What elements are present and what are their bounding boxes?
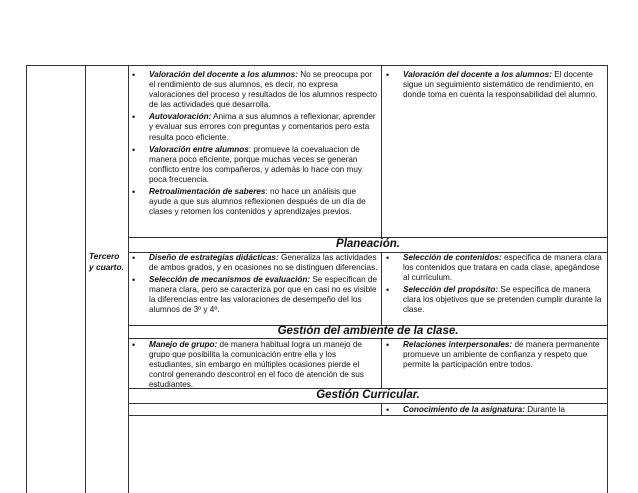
grade-row-label — [89, 251, 124, 273]
grade-label-line: Tercero — [89, 251, 120, 261]
criteria-list — [382, 70, 604, 100]
criterion-item — [128, 187, 378, 217]
criterion-description: No se preocupa por el rendimiento de sus alumnos, es decir, no expresa valoraciones del proceso y resultados de los alumnos respecto de las actividades que desarrolla. — [149, 70, 378, 110]
bullet-icon: • — [132, 70, 136, 80]
section-heading-planeacion: Planeación. — [336, 238, 400, 250]
row-divider — [128, 403, 608, 404]
table-border-right — [607, 65, 608, 493]
criterion-item — [128, 253, 378, 273]
bullet-icon: • — [132, 187, 136, 198]
criteria-list — [128, 70, 378, 217]
bullet-icon: • — [386, 70, 390, 80]
table-border-label-left — [85, 65, 86, 493]
bullet-icon: • — [132, 275, 136, 286]
bullet-icon: • — [132, 340, 136, 350]
table-border-top — [26, 65, 608, 66]
criterion-term: Conocimiento de la asignatura: — [403, 405, 525, 414]
gestion-ambiente-right-cell — [382, 340, 604, 372]
criterion-item — [382, 285, 604, 315]
criteria-list — [128, 340, 378, 390]
criterion-term: Selección de mecanismos de evaluación: — [149, 275, 311, 285]
bullet-icon: • — [132, 112, 136, 123]
criterion-description: de manera habitual logra un manejo de grupo que posibilita la comunicación entre ella y los estudiantes, sin embargo en múltiples ocasiones pierde el control generando descontrol en el foco de atención de sus estudiantes. — [149, 340, 364, 390]
bullet-icon: • — [386, 340, 390, 350]
criterion-term: Selección del propósito: — [403, 285, 499, 295]
section-heading-gestion-curricular: Gestión Curricular. — [316, 389, 420, 401]
criteria-list — [382, 340, 604, 370]
criterion-term: Valoración entre alumnos — [149, 144, 249, 154]
bullet-icon: • — [386, 405, 390, 415]
table-border-left — [26, 65, 27, 493]
criterion-description: especifica de manera clara los contenidos que tratara en cada clase, apegándose al currículum. — [403, 253, 602, 283]
planeacion-right-cell — [382, 253, 604, 318]
bullet-icon: • — [386, 253, 390, 263]
criterion-term: Relaciones interpersonales: — [403, 340, 513, 349]
criterion-term: Valoración del docente a los alumnos: — [149, 70, 298, 79]
criterion-term: Retroalimentación de saberes — [149, 187, 266, 197]
criterion-term: Valoración del docente a los alumnos: — [403, 70, 552, 79]
criterion-item — [128, 340, 378, 390]
gestion-ambiente-left-cell — [128, 340, 378, 392]
criterion-item — [128, 70, 378, 110]
evaluacion-right-cell — [382, 70, 604, 102]
bullet-icon: • — [132, 253, 136, 263]
criterion-description: Generaliza las actividades de ambos grados, y en ocasiones no se distinguen diferencias. — [149, 253, 378, 273]
criterion-term: Diseño de estrategias didácticas: — [149, 253, 279, 262]
gestion-curricular-right-cell — [382, 405, 604, 417]
criterion-description: Se especifican de manera clara, pero se caracteriza por que en casi no es visible la diferencias entre las valoraciones de desempeño del los alumnos de 3º y 4º. — [149, 275, 378, 315]
criterion-item — [128, 275, 378, 315]
row-divider — [128, 338, 608, 339]
bullet-icon: • — [386, 285, 390, 296]
criterion-description: Durante la — [524, 405, 565, 414]
criterion-item — [128, 112, 378, 142]
evaluacion-left-cell — [128, 70, 378, 219]
criterion-item — [128, 145, 378, 185]
criterion-item — [382, 253, 604, 283]
section-heading-gestion-ambiente: Gestión del ambiente de la clase. — [277, 325, 459, 337]
criterion-term: Autovaloración: — [149, 112, 212, 122]
criterion-description: El docente sigue un seguimiento sistemático de rendimiento, en donde toma en cuenta la responsabilidad del alumno. — [403, 70, 598, 100]
criterion-description: : promueve la coevaluacion de manera poco eficiente, porque muchas veces se generan conflicto entre los compañeros, y además lo hace con muy poca frecuencia. — [149, 144, 362, 184]
criterion-description: : no hace un análisis que ayude a que sus alumnos reflexionen después de un día de clases y retomen los contenidos y aprendizajes previos. — [149, 187, 366, 217]
grade-label-line: y cuarto. — [89, 262, 124, 272]
criterion-description: Se especifica de manera clara los objetivos que se pretenden cumplir durante la clase. — [403, 285, 602, 315]
planeacion-left-cell — [128, 253, 378, 318]
criterion-item — [382, 70, 604, 100]
criteria-list — [382, 405, 604, 415]
criterion-description: Anima a sus alumnos a reflexionar, aprender y evaluar sus errores con preguntas y comentarios pero esta resulta poco eficiente. — [149, 112, 376, 142]
criterion-term: Manejo de grupo: — [149, 340, 218, 349]
criterion-item — [382, 340, 604, 370]
criterion-item — [382, 405, 604, 415]
criteria-list — [128, 253, 378, 316]
criterion-description: de manera permanente promueve un ambiente de confianza y respeto que permite la participación entre todos. — [403, 340, 600, 370]
criterion-term: Selección de contenidos: — [403, 253, 502, 262]
criteria-list — [382, 253, 604, 316]
bullet-icon: • — [132, 144, 136, 155]
